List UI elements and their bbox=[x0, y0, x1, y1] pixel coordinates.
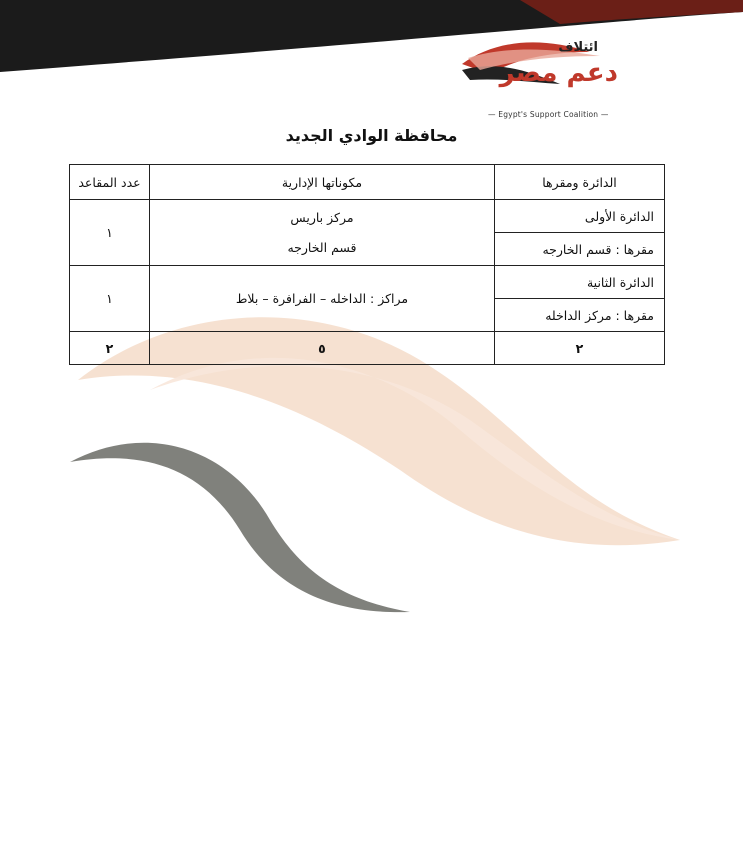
district-hq: مقرها : مركز الداخله bbox=[495, 299, 665, 332]
district-components bbox=[150, 200, 495, 266]
totals-row bbox=[70, 332, 665, 365]
component-item: مركز باريس bbox=[290, 209, 354, 225]
logo-line2: دعم مصر bbox=[499, 58, 618, 88]
districts-table bbox=[69, 164, 665, 365]
header-seats: عدد المقاعد bbox=[70, 165, 150, 200]
header-components: مكوناتها الإدارية bbox=[150, 165, 495, 200]
logo-line1: ائتلاف bbox=[558, 40, 598, 55]
district-components bbox=[150, 266, 495, 332]
coalition-logo bbox=[458, 34, 628, 126]
component-item: قسم الخارجه bbox=[287, 239, 357, 255]
page-title: محافظة الوادي الجديد bbox=[285, 126, 458, 145]
component-item: مراكز : الداخله – الفرافرة – بلاط bbox=[235, 290, 409, 306]
table-header-row bbox=[70, 165, 665, 200]
district-name: الدائرة الأولى bbox=[495, 200, 665, 233]
header-district: الدائرة ومقرها bbox=[495, 165, 665, 200]
district-seats: ١ bbox=[70, 266, 150, 332]
total-components: ٥ bbox=[150, 332, 495, 365]
district-seats: ١ bbox=[70, 200, 150, 266]
table-row bbox=[70, 200, 665, 233]
table-row bbox=[70, 266, 665, 299]
total-districts: ٢ bbox=[495, 332, 665, 365]
total-seats: ٢ bbox=[70, 332, 150, 365]
district-name: الدائرة الثانية bbox=[495, 266, 665, 299]
watermark-wave-gray bbox=[70, 443, 410, 612]
logo-tagline: — Egypt's Support Coalition — bbox=[488, 110, 609, 119]
district-hq: مقرها : قسم الخارجه bbox=[495, 233, 665, 266]
